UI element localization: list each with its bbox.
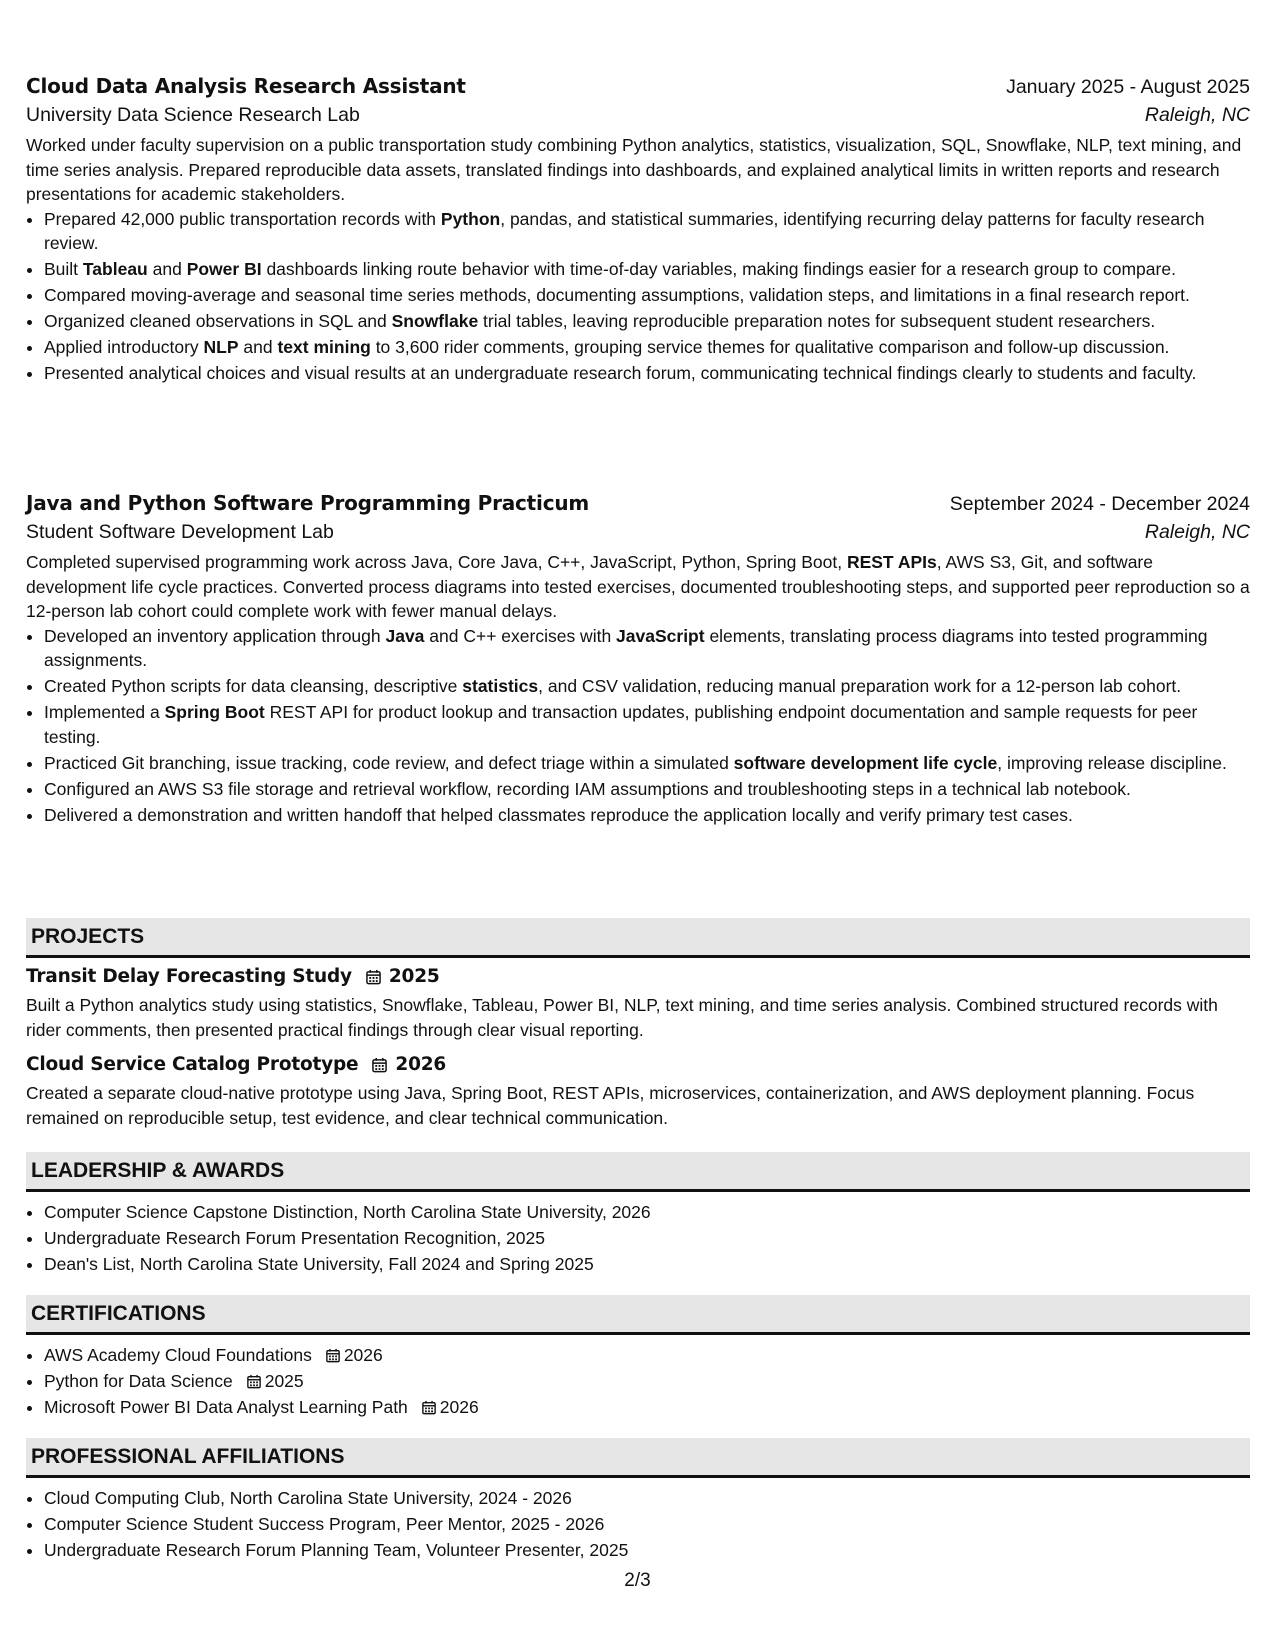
projects-section xyxy=(26,918,1250,1130)
section-heading-certifications: CERTIFICATIONS xyxy=(26,1295,1250,1335)
list-item: • Undergraduate Research Forum Presentation Recognition, 2025 xyxy=(44,1226,1250,1251)
list-item: • Practiced Git branching, issue tracking, code review, and defect triage within a simulated software development life cycle, improving release discipline. xyxy=(44,751,1250,776)
calendar-icon xyxy=(372,1057,387,1073)
project-header xyxy=(26,966,1250,987)
job-title: Cloud Data Analysis Research Assistant xyxy=(26,74,466,98)
job-summary: Worked under faculty supervision on a public transportation study combining Python analytics, statistics, visualization, SQL, Snowflake, NLP, text mining, and time series analysis. Prepared reproducible data assets, translated findings into dashboards, and explained analytical limits in written reports and research presentations for academic stakeholders. xyxy=(26,135,1242,204)
project-description: Created a separate cloud-native prototype using Java, Spring Boot, REST APIs, microservices, containerization, and AWS deployment planning. Focus remained on reproducible setup, test evidence, and clear technical communication. xyxy=(26,1083,1195,1128)
list-item: • Dean's List, North Carolina State University, Fall 2024 and Spring 2025 xyxy=(44,1252,1250,1277)
list-item: • Computer Science Capstone Distinction, North Carolina State University, 2026 xyxy=(44,1200,1250,1225)
project-title: Cloud Service Catalog Prototype xyxy=(26,1054,359,1075)
project-header xyxy=(26,1054,1250,1075)
job-header xyxy=(26,74,1250,99)
job-organization: Student Software Development Lab xyxy=(26,521,334,543)
project-description: Built a Python analytics study using statistics, Snowflake, Tableau, Power BI, NLP, text mining, and time series analysis. Combined structured records with rider comments, then presented practical findings through clear visual reporting. xyxy=(26,995,1218,1040)
calendar-icon xyxy=(366,969,381,985)
list-item: • Cloud Computing Club, North Carolina State University, 2024 - 2026 xyxy=(44,1486,1250,1511)
section-heading-awards: LEADERSHIP & AWARDS xyxy=(26,1152,1250,1192)
certification-item xyxy=(44,1369,1250,1394)
awards-list xyxy=(26,1200,1250,1277)
job-bullets xyxy=(26,207,1250,386)
job-dates: September 2024 - December 2024 xyxy=(949,493,1250,515)
calendar-icon xyxy=(326,1348,340,1363)
project-entry xyxy=(26,966,1250,1042)
list-item: • Developed an inventory application through Java and C++ exercises with JavaScript elements, translating process diagrams into tested programming assignments. xyxy=(44,624,1250,673)
job-header xyxy=(26,491,1250,516)
awards-section xyxy=(26,1152,1250,1278)
project-year: 2025 xyxy=(388,966,440,987)
certification-year: 2026 xyxy=(439,1397,479,1417)
project-title: Transit Delay Forecasting Study xyxy=(26,966,352,987)
list-item: • Configured an AWS S3 file storage and retrieval workflow, recording IAM assumptions and troubleshooting steps in a technical lab notebook. xyxy=(44,777,1250,802)
section-heading-affiliations: PROFESSIONAL AFFILIATIONS xyxy=(26,1438,1250,1478)
affiliations-section xyxy=(26,1438,1250,1564)
page-number: 2/3 xyxy=(624,1570,651,1591)
job-location: Raleigh, NC xyxy=(1144,104,1250,126)
section-heading-projects: PROJECTS xyxy=(26,918,1250,958)
certification-year: 2026 xyxy=(343,1345,383,1365)
certification-year: 2025 xyxy=(264,1371,304,1391)
list-item: • Organized cleaned observations in SQL and Snowflake trial tables, leaving reproducible preparation notes for subsequent student researchers. xyxy=(44,309,1250,334)
list-item: • Compared moving-average and seasonal time series methods, documenting assumptions, validation steps, and limitations in a final research report. xyxy=(44,283,1250,308)
job-location: Raleigh, NC xyxy=(1144,521,1250,543)
list-item: • Presented analytical choices and visual results at an undergraduate research forum, communicating technical findings clearly to students and faculty. xyxy=(44,361,1250,386)
calendar-icon xyxy=(422,1400,436,1415)
project-entry xyxy=(26,1054,1250,1130)
certifications-section xyxy=(26,1295,1250,1421)
certification-item xyxy=(44,1395,1250,1420)
affiliations-list xyxy=(26,1486,1250,1563)
calendar-icon xyxy=(247,1374,261,1389)
job-summary: Completed supervised programming work across Java, Core Java, C++, JavaScript, Python, Spring Boot, REST APIs, AWS S3, Git, and software development life cycle practices. Converted process diagrams into tested exercises, documented troubleshooting steps, and supported peer reproduction so a 12-person lab cohort could complete work with fewer manual delays. xyxy=(26,552,1250,621)
job-dates: January 2025 - August 2025 xyxy=(1006,76,1250,98)
job-entry xyxy=(26,491,1250,829)
list-item: • Prepared 42,000 public transportation records with Python, pandas, and statistical summaries, identifying recurring delay patterns for faculty research review. xyxy=(44,207,1250,256)
job-entry xyxy=(26,74,1250,387)
certification-name: AWS Academy Cloud Foundations xyxy=(44,1345,312,1365)
list-item: • Implemented a Spring Boot REST API for product lookup and transaction updates, publishing endpoint documentation and sample requests for peer testing. xyxy=(44,700,1250,749)
list-item: • Undergraduate Research Forum Planning Team, Volunteer Presenter, 2025 xyxy=(44,1538,1250,1563)
certifications-list xyxy=(26,1343,1250,1420)
certification-item xyxy=(44,1343,1250,1368)
project-year: 2026 xyxy=(395,1054,447,1075)
list-item: • Delivered a demonstration and written handoff that helped classmates reproduce the application locally and verify primary test cases. xyxy=(44,803,1250,828)
list-item: • Created Python scripts for data cleansing, descriptive statistics, and CSV validation, reducing manual preparation work for a 12-person lab cohort. xyxy=(44,674,1250,699)
list-item: • Computer Science Student Success Program, Peer Mentor, 2025 - 2026 xyxy=(44,1512,1250,1537)
job-subheader xyxy=(26,104,1250,127)
job-bullets xyxy=(26,624,1250,828)
job-subheader xyxy=(26,521,1250,544)
certification-name: Python for Data Science xyxy=(44,1371,233,1391)
job-organization: University Data Science Research Lab xyxy=(26,104,360,126)
certification-name: Microsoft Power BI Data Analyst Learning Path xyxy=(44,1397,408,1417)
job-title: Java and Python Software Programming Practicum xyxy=(26,491,590,515)
list-item: • Applied introductory NLP and text mining to 3,600 rider comments, grouping service themes for qualitative comparison and follow-up discussion. xyxy=(44,335,1250,360)
list-item: • Built Tableau and Power BI dashboards linking route behavior with time-of-day variables, making findings easier for a research group to compare. xyxy=(44,257,1250,282)
